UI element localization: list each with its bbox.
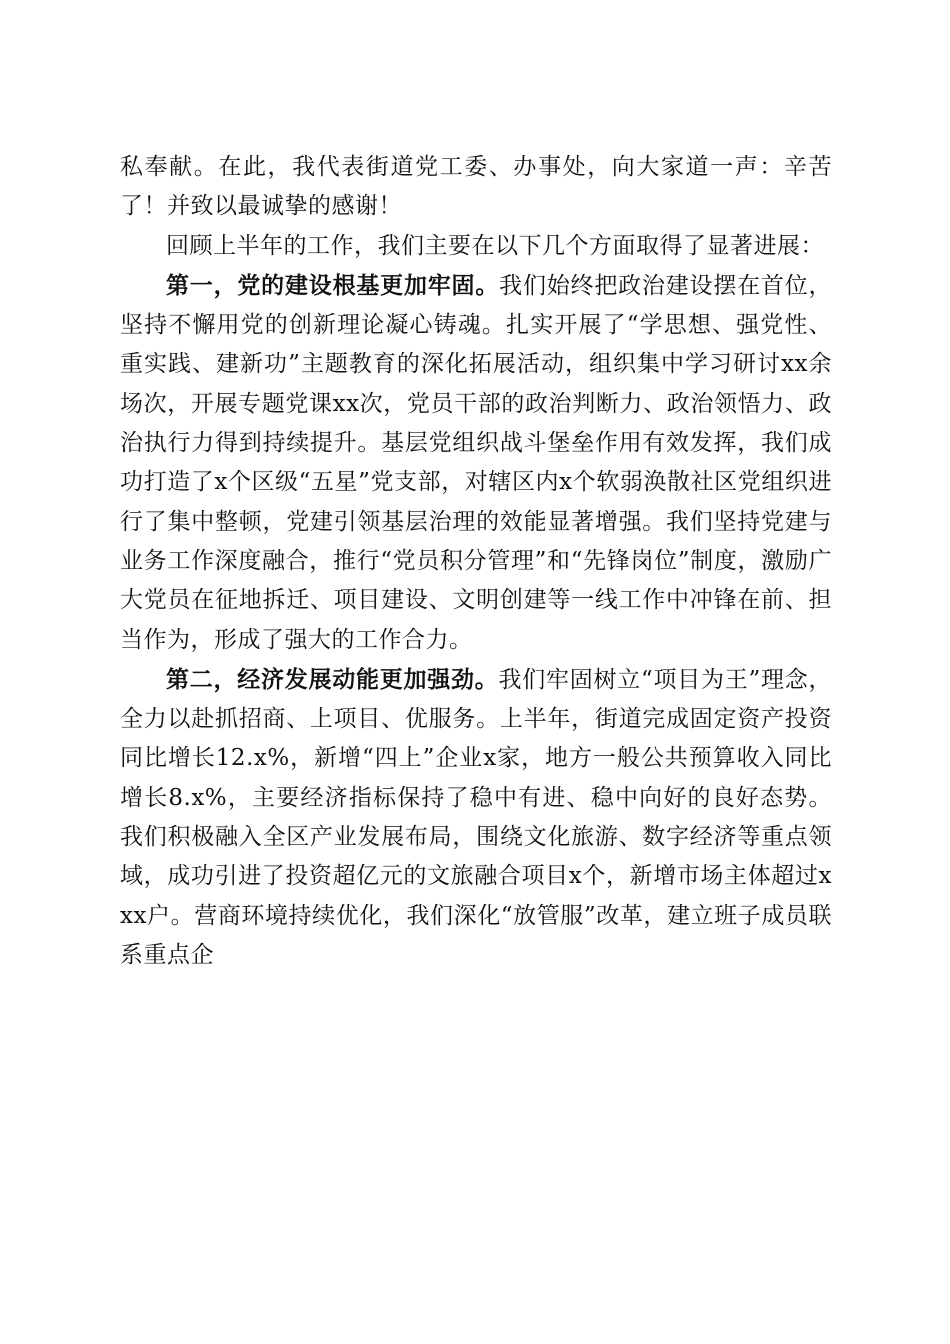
paragraph-text: 我们牢固树立“项目为王”理念，全力以赴抓招商、上项目、优服务。上半年，街道完成固定资产投资同比增长12.x%，新增“四上”企业x家，地方一般公共预算收入同比增长8.x%，主要经济指标保持了稳中有进、稳中向好的良好态势。我们积极融入全区产业发展布局，围绕文化旅游、数字经济等重点领域，成功引进了投资超亿元的文旅融合项目x个，新增市场主体超过xxx户。营商环境持续优化，我们深化“放管服”改革，建立班子成员联系重点企 (120, 666, 832, 968)
paragraph-lead: 第一，党的建设根基更加牢固。 (166, 271, 500, 299)
paragraph-text: 回顾上半年的工作，我们主要在以下几个方面取得了显著进展： (166, 232, 824, 259)
paragraph-party-building (120, 266, 832, 660)
paragraph-lead: 第二，经济发展动能更加强劲。 (166, 665, 499, 693)
paragraph-text: 私奉献。在此，我代表街道党工委、办事处，向大家道一声：辛苦了！并致以最诚挚的感谢！ (120, 154, 832, 220)
paragraph-economic-development (120, 660, 832, 975)
paragraph-closing-thanks (120, 148, 832, 227)
paragraph-review-intro (120, 227, 832, 266)
document-body (120, 148, 832, 975)
paragraph-text: 我们始终把政治建设摆在首位，坚持不懈用党的创新理论凝心铸魂。扎实开展了“学思想、强党性、重实践、建新功”主题教育的深化拓展活动，组织集中学习研讨xx余场次，开展专题党课xx次，党员干部的政治判断力、政治领悟力、政治执行力得到持续提升。基层党组织战斗堡垒作用有效发挥，我们成功打造了x个区级“五星”党支部，对辖区内x个软弱涣散社区党组织进行了集中整顿，党建引领基层治理的效能显著增强。我们坚持党建与业务工作深度融合，推行“党员积分管理”和“先锋岗位”制度，激励广大党员在征地拆迁、项目建设、文明创建等一线工作中冲锋在前、担当作为，形成了强大的工作合力。 (120, 272, 833, 653)
